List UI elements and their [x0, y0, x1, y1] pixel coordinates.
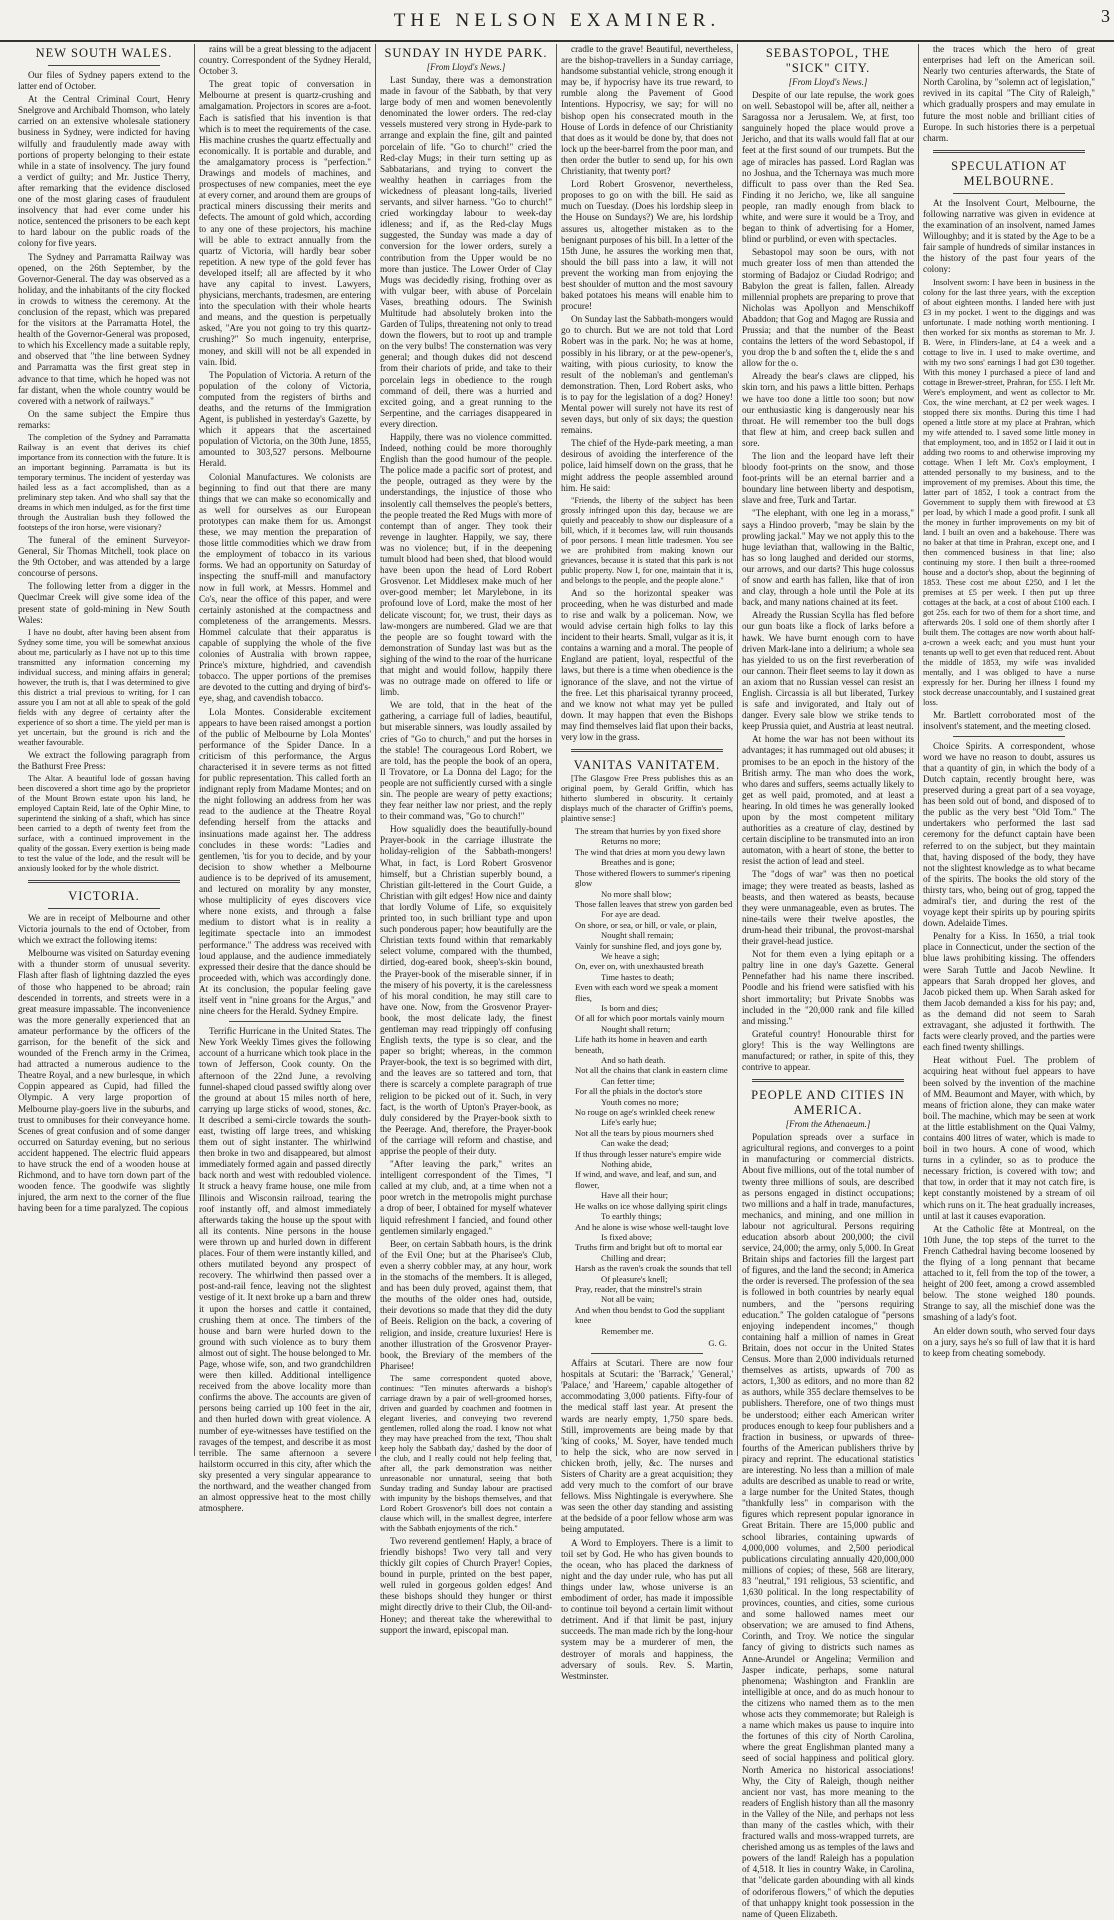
poem-line: Pray, reader, that the minstrel's strain: [575, 1283, 702, 1294]
article-paragraph: On Sunday last the Sabbath-mongers would go to church. But we are not told that Lord Robert was in the park. No; he was at home, possibly in his library, or at the pew-opener's, waiting, with pious curiosity, to know the result of the nobleman's and gentleman's demonstration. Then, Lord Robert asks, who is to pay for the legislation of a dog? Honey! Mental power will surely not have its rest of seven days, but only of six days; the question remains.: [561, 314, 733, 436]
poem-signature: G. G.: [708, 1337, 727, 1348]
article-paragraph: Lord Robert Grosvenor, nevertheless, proposes to go on with the bill. He said as much on Tuesday. (Does his lordship sleep in the House on Sundays?) We are, his lordship assures us, altogether mistaken as to the benignant purposes of his bill. In a letter of the 15th June, he assures the working men that, should the bill pass into a law, it will not prevent the working man from enjoying the best shoulder of mutton and the most savoury baked potatoes his means will enable him to procure!: [561, 179, 733, 312]
headline-people-and-cities: PEOPLE AND CITIES IN AMERICA.: [751, 1088, 905, 1118]
article-paragraph: The funeral of the eminent Surveyor-General, Sir Thomas Mitchell, took place on the 9th October, and was attended by a large concourse of persons.: [18, 535, 190, 579]
poem-line: The stream that hurries by yon fixed shore: [575, 826, 721, 837]
article-paragraph: The lion and the leopard have left their bloody foot-prints on the snow, and those foot-prints will be an eternal barrier and a boundary line between liberty and despotism, slave and free, Turk and Tartar.: [742, 451, 914, 506]
article-paragraph: Our files of Sydney papers extend to the latter end of October.: [18, 70, 190, 92]
article-quote: Insolvent sworn: I have been in business in the colony for the last three years, with the exception of about eighteen months. I landed here with just £3 in my pocket. I went to the diggings and was unfortunate. I made nothing worth mentioning. I then worked for six months as storeman to Mr. J. B. Were, in Flinders-lane, at £4 a week and a cottage to live in. I used to make overtime, and with my two sons' earnings I had got £30 together. With this money I purchased a piece of land and cottage in Brewer-street, Prahran, for £55. I left Mr. Were's employment, and went as collector to Mr. Cox, the wine merchant, at £2 per week wages. I stopped there six months. During this time I had opened a little store at my place at Prahran, which my wife attended to. I saved some little money in that employment, too, and in 1852 or I laid it out in adding two rooms to and otherwise improving my cottage. When I left Mr. Cox's employment, I attended personally to my business, and to the improvement of my premises. About this time, the latter part of 1852, I took a contract from the Government to supply them with firewood at £3 per load, by which I made a good profit. I sunk all the money in further improvements on my bit of land. I built an oven and a bakehouse. There was no baker at that time in Prahran, except one, and I then commenced business in that line; also continuing my store. I then built a three-roomed house and a doctor's shop, about the beginning of 1853. These cost me about £250, and I let the premises at £5 per week. I then put up three cottages at the back, at a cost of about £100 each. I got 25s. each for two of them for a short time, and afterwards 20s. I sold one of them shortly after I built them. The cottages are now worth about half-a-crown a week each; and you must hunt your tenants up well to get even that reduced rent. About the middle of 1853, my wife was invalided mentally, and I was obliged to have a nurse expressly for her. During her illness I found my stock decrease unaccountably, and I sustained great loss.: [923, 277, 1095, 707]
poem-line: Is fixed above;: [601, 1231, 653, 1242]
article-paragraph: Choice Spirits. A correspondent, whose word we have no reason to doubt, assures us that a quantity of gin, in which the body of a Dutch captain, recently brought here, was preserved during a great part of a sea voyage, has been sold out of bond, and disposed of to the public as the very best "Old Tom." The undertakers who performed the last sad ceremony for the defunct captain have been referred to on the subject, but they maintain that, having disposed of the body, they have not the slightest knowledge as to what became of the spirits. The books the old story of the thirsty tars, who, being out of grog, tapped the admiral's tier, and during the rest of the voyage kept their spirits up by pouring spirits down. Adelaide Times.: [923, 740, 1095, 929]
source-credit: [From Lloyd's News.]: [788, 77, 868, 87]
article-paragraph: The chief of the Hyde-park meeting, a man desirous of avoiding the interference of the police, laid himself down on the grass, that he might address the people assembled around him. He said:: [561, 438, 733, 493]
poem-line: Returns no more;: [601, 836, 661, 847]
poem-line: If wind, and wave, and leaf, and sun, and flower,: [575, 1169, 717, 1190]
poem-line: No rouge on age's wrinkled cheek renew: [575, 1107, 715, 1118]
article-quote: The same correspondent quoted above, continues: "Ten minutes afterwards a bishop's carriage drawn by a pair of well-groomed horses, driven and guarded by coachmen and footmen in elegant liveries, and conveying two reverend gentlemen, rolled along the road. I know not what they may have preached from the text, 'Thou shalt keep holy the Sabbath day,' dashed by the door of the club, and I really could not help feeling that, after all, the park demonstration was neither unreasonable nor unnatural, seeing that both Sunday trading and Sunday labour are practised with impunity by the bishops themselves, and that Lord Robert Grosvenor's bill does not contain a clause which will, in the smallest degree, interfere with the Sabbath enjoyments of the rich.": [380, 1373, 552, 1533]
article-paragraph: "The elephant, with one leg in a morass," says a Hindoo proverb, "may be slain by the prowling jackal." May we not apply this to the huge leviathan that, wallowing in the Baltic, has so long laughed and derided our storms, our arrows, and our darts? This huge colossus of snow and earth has fallen, like that of iron and clay, through a hole until the Pole at its back, and many nations chained at its feet.: [742, 508, 914, 608]
poem-line: Life hath its home in heaven and earth beneath,: [575, 1034, 707, 1055]
poem-line: On, ever on, with unexhausted breath: [575, 961, 704, 972]
article-paragraph: Terrific Hurricane in the United States. The New York Weekly Times gives the following account of a hurricane which took place in the town of Jefferson, Cook county. On the afternoon of the 22nd June, a revolving funnel-shaped cloud passed swiftly along over the ground at about 15 miles north of here, carrying up large sticks of wood, stones, &c. It described a semi-circle towards the south-east, twisting off large trees, and whisking them out of sight instanter. The whirlwind then broke in two and disappeared, but almost immediately formed again and passed directly back north and west with redoubled violence. It struck a heavy frame house, one mile from Illinois and Wisconsin railroad, tearing the roof instantly off, and almost immediately afterwards taking the house up the spout with all its contents. Nine persons in the house were thrown up and hurled down in different places. Four of them were instantly killed, and others mutilated beyond any prospect of recovery. The whirlwind then passed over a post-and-rail fence, leaving not the slightest vestige of it. It next broke up a barn and threw it upon the horses and cattle it contained, crushing them at once. The timbers of the house and barn were hurled down to the ground with such violence as to bury them almost out of sight. The house belonged to Mr. Page, whose wife, son, and two grandchildren were then killed. Additional intelligence received from the above locality more than confirms the above. The accounts are given of persons being carried up 100 feet in the air, and then hurled down with great violence. A number of eye-witnesses have testified on the ravages of the tempest, and describe it as most terrible. The same afternoon a severe hailstorm occurred in this city, after which the sky presented a very singular appearance to the northward, and the weather changed from an almost oppressive heat to the most chilly atmosphere.: [199, 1026, 371, 1514]
headline-speculation-at-melbourne: SPECULATION AT MELBOURNE.: [951, 158, 1067, 188]
poem-line: Can fetter time;: [601, 1075, 655, 1086]
article-quote: The completion of the Sydney and Parramatta Railway is an event that derives its chief importance from its connection with the future. It is an important beginning. Parramatta is but its temporary terminus. The incident of yesterday was hailed less as a fact accomplished, than as a preliminary step taken. And who shall say that the dreams in which men indulged, as for the first time through the Australian bush they followed the footsteps of the iron horse, were visionary?: [18, 433, 190, 532]
poem-line: We heave a sigh;: [601, 950, 660, 961]
poem-line: To earthly things;: [601, 1211, 662, 1222]
article-paragraph: The Population of Victoria. A return of the population of the colony of Victoria, computed from the registers of births and deaths, and the returns of the Immigration Agent, is published in yesterday's Gazette, by which it appears that the ascertained population of Victoria, on the 30th June, 1855, amounted to 303,527 persons. Melbourne Herald.: [199, 369, 371, 469]
article-paragraph: A Word to Employers. There is a limit to toil set by God. He who has given bounds to the ocean, who has placed the darkness of night and the day under rule, who has put all things under law, whose universe is an embodiment of order, has made it impossible to continue toil beyond a certain limit without detriment. And if that limit be past, injury succeeds. The man made rich by the long-hour system may be a murderer of men, the destroyer of morals and happiness, the adversary of souls. Rev. S. Martin, Westminster.: [561, 1537, 733, 1681]
headline-sunday-in-hyde-park: SUNDAY IN HYDE PARK.: [384, 46, 548, 60]
article-paragraph: Colonial Manufactures. We colonists are beginning to find out that there are many things that we can make so economically and as well for ourselves as our European prototypes can make them for us. Amongst these, we may mention the preparation of those little commodities which we draw from the employment of tobacco in its various forms. We had an opportunity on Saturday of inspecting the snuff-mill and manufactory now in full work, at Messrs. Hommel and Co's, near the office of this paper, and were certainly astonished at the compactness and completeness of the arrangements. Messrs. Hommel calculate that their apparatus is capable of supplying the whole of the five colonies of Australia with brown rappee, Prince's mixture, highdried, and cavendish tobacco. The upper portions of the premises are devoted to the cutting and drying of bird's-eye, shag, and cavendish tobacco.: [199, 471, 371, 704]
article-paragraph: Grateful country! Honourable thirst for glory! This is the way Wellingtons are manufactured; or rather, in spite of this, they contrive to appear.: [742, 1028, 914, 1073]
poem-line: Even with each word we speak a moment flies,: [575, 982, 718, 1003]
headline-victoria: VICTORIA.: [68, 888, 140, 903]
poem-line: Nothing abide,: [601, 1159, 653, 1170]
article-paragraph: Affairs at Scutari. There are now four hospitals at Scutari: the 'Barrack,' 'General,' 'Palace,' and 'Hareem,' capable altogether of accommodating 3,000 patients. Fifty-four of the medical staff last year. At present the wards are nearly empty, 1,750 spare beds. Still, improvements are being made by that 'king of cooks,' M. Soyer, have tended much to help the sick, who are now served in chicken broth, jelly, &c. The nurses and Sisters of Charity are a great acquisition; they add very much to the comfort of our brave fellows. Miss Nightingale is everywhere. She was seen the other day standing and assisting at the bedside of a poor fellow whose arm was being amputated.: [561, 1358, 733, 1535]
article-paragraph: Population spreads over a surface in agricultural regions, and converges to a point in manufacturing or commercial districts. About five millions, out of the total number of twenty three millions of souls, are described as persons engaged in distinct occupations; two millions and a half in trade, manufactures, mechanics, and mining, and one million in labour not agricultural. Persons requiring education absorb about 200,000; the civil service, 24,000; the army, only 5,000. In Great Britain ships and factories fill the largest part of figures, and the land the second; in America the order is reversed. The profession of the sea is followed in both countries by nearly equal numbers, and the "persons requiring education." The golden catalogue of "persons enjoying independent incomes," though containing half a million of names in Great Britain, does not occur in the United States Census. More than 2,000 individuals returned themselves as artists, upwards of 700 as actors, 1,300 as editors, and no more than 82 as authors, while 355 declare themselves to be publishers. Therefore, one of two things must be understood; either each American writer produces enough to keep four publishers and a fraction in business, or upwards of three-fourths of the American publishers thrive by piracy and reprint. The educational statistics are interesting. No less than a million of male adults are described as unable to read or write, a large number for the United States, though "thankfully less" in comparison with the figures which represent popular ignorance in Great Britain. There are 15,000 public and school libraries, containing upwards of 4,000,000 volumes, and 2,500 periodical publications circulating annually 420,000,000 millions of copies; of these, 568 are literary, 83 "neutral," 191 religious, 53 scientific, and 1,630 political. In the long respectability of provinces, counties, and cities, some curious and some hallowed names meet our observation; we are amused to find Athens, Corinth, and Troy. We notice the singular fancy of giving to districts such names as Anne-Arundel or Angelina; Vermilion and Jasper indicate, perhaps, some natural phenomena; Washington and Franklin are intelligible at once, and do as much honour to the citizens who named them as to the men whose acts they commemorate; but Raleigh is a name which makes us pause to inquire into the fortunes of this city of North Carolina, where the great Englishman planted many a seed of social happiness and political glory. North America no historical associations! Why, the City of Raleigh, though neither ancient nor vast, has more meaning to the readers of English history than all the masonry in the Valley of the Nile, and perhaps not less than many of the castles which, with their fractured walls and moss-wrapped turrets, are cherished among us as temples of the laws and powers of the land! Raleigh has a population of 4,518. It lies in country Wake, in Carolina, that "delicate garden abounding with all kinds of odoriferous flowers," of which the deputies of that unhappy knight took possession in the name of Queen Elizabeth.: [742, 1132, 914, 1919]
article-paragraph: We are told, that in the heat of the gathering, a carriage full of ladies, beautiful, but miserable sinners, was loudly assailed by cries of "Go to church," and put the horses in the stable! The courageous Lord Robert, we are told, has the people the book of an opera, Il Trovatore, or La Donna del Lago; for the people are not sufficiently cursed with a single sin. The people are weary of petty exactions; they fear neither law nor priest, and the reply to their command was, "Go to church!": [380, 700, 552, 822]
poem-line: On shore, or sea, or hill, or vale, or plain,: [575, 919, 717, 930]
poem-line: Have all their hour;: [601, 1190, 669, 1201]
poem-line: Of all for which poor mortals vainly mourn: [575, 1013, 725, 1024]
article-quote: "Friends, the liberty of the subject has been grossly infringed upon this day, because we are quietly and peaceably to show our displeasure of a bill, which, if it becomes law, will ruin thousands of poor persons. I mean little tradesmen. You see we are prohibited from making known our grievances, because it is stated that this park is not public property. Now I, for one, maintain that it is, and belongs to the people, and the people alone.": [561, 495, 733, 585]
source-credit: [From Lloyd's News.]: [426, 62, 506, 72]
article-quote: The Altar. A beautiful lode of gossan having been discovered a short time ago by the proprietor of the Mount Brown estate upon his land, he employed Captain Reid, late of the Ophir Mine, to superintend the sinking of a shaft, which has since been carried to a depth of twenty feet from the surface, with a continued improvement in the quality of the gossan. Every exertion is being made to test the value of the lode, and the result will be anxiously looked for by the whole district.: [18, 773, 190, 873]
article-paragraph: Already the Russian Scylla has fled before our gun boats like a flock of larks before a hawk. We have burnt enough corn to have driven Mark-lane into a delirium; a whole sea has yielded to us on the first reverberation of our cannon. Their fleet seems to lay it down as an axiom that no Russian vessel can resist an English. Circassia is all but liberated, Turkey is safe and invigorated, and Italy out of danger. Every sale blow we strike tends to keep Prussia quiet, and Austria at least neutral.: [742, 610, 914, 732]
article-paragraph: Heat without Fuel. The problem of acquiring heat without fuel appears to have been solved by the invention of the machine of MM. Beaumont and Mayer, with which, by means of friction alone, they can make water boil. The machine, which may be seen at work at the little establishment on the Quai Valmy, contains 400 litres of water, which is made to boil in two hours. A cone of wood, which turns in a cylinder, so as to produce the necessary friction, is covered with tow; and that tow, in order that it may not catch fire, is kept constantly moistened by a stream of oil which runs on it. The heat gradually increases, until at last it causes evaporation.: [923, 1055, 1095, 1221]
poem-line: Of pleasure's knell;: [601, 1273, 668, 1284]
poem-line: And when thou bendst to God the suppliant knee: [575, 1304, 725, 1326]
article-paragraph: How squalidly does the beautifully-bound Prayer-book in the carriage illustrate the holiday-religion of the Sabbath-mongers! What, in fact, is Lord Robert Grosvenor himself, but a Christian superbly bound, a Christian gilt-lettered in the Court Guide, a Christian with gilt edges! How nice and dainty that lordly Volume of Life, so exquisitely printed too, in such brilliant type and upon such ponderous paper; how beautifully are the Christian texts found within that remarkably select volume, compared with the thumbed, dirtied, dog-eared book, sheep's-skin bound, the Prayer-book of the miserable sinner, if in the misery of his poverty, it is the carelessness of his moral condition, he may still care to have one. Now, from the Grosvenor Prayer-book, the most delicate lady, the finest gentleman may read trippingly off confusing English texts, the type is so clear, and the paper so bright; whereas, in the common Prayer-book, the text is so begrimed with dirt, and the leaves are so tattered and torn, that there is scarcely a complete paragraph of true religion to be picked out of it. Such, in very fact, is the worth of Upton's Prayer-book, as duly considered by the Prayer-book sixth to the Peerage. And, therefore, the Prayer-book of the carriage will reform and chastise, and apprise the people of their duty.: [380, 824, 552, 1156]
article-paragraph: Mr. Bartlett corroborated most of the insolvent's statement, and the meeting closed.: [923, 709, 1095, 731]
article-paragraph: We extract the following paragraph from the Bathurst Free Press:: [18, 749, 190, 771]
poem-line: If thus through lesser nature's empire wide: [575, 1148, 722, 1159]
poem-line: Nought shall remain;: [601, 930, 674, 941]
article-paragraph: On the same subject the Empire thus remarks:: [18, 408, 190, 430]
article-paragraph: Lola Montes. Considerable excitement appears to have been raised amongst a portion of the public of Melbourne by Lola Montes' performance of the Spider Dance. In a criticism of this performance, the Argus characterised it in severe terms as not fitted for public representation. This called forth an indignant reply from Madame Montes; and on the night following an address from her was read to the audience at the Theatre Royal defending herself from the attacks and insinuations made against her. The address concludes in these words: "Ladies and gentlemen, 'tis for you to decide, and by your decision to show whether a Melbourne audience is to be deprived of its amusement, and lectured on morality by any monster, whose multiplicity of eyes discovers vice where none exists, and through a false medium to distort what is in reality a legitimate spectacle into an immodest performance." The address was received with loud applause, and the audience immediately expressed their desire that the dance should be proceeded with, which was accordingly done. At its conclusion, the popular feeling gave itself vent in "nine groans for the Argus," and nine cheers for the Herald. Sydney Empire.: [199, 706, 371, 1017]
poem-line: He walks on ice whose dallying spirit clings: [575, 1200, 728, 1211]
poem-line: Truths firm and bright but oft to mortal ear: [575, 1242, 723, 1253]
poem-line: And so hath death.: [601, 1055, 666, 1065]
poem-line: Those withered flowers to summer's ripening glow: [575, 867, 731, 889]
poem-line: Youth comes no more;: [601, 1096, 679, 1107]
poem-line: Harsh as the raven's croak the sounds that tell: [575, 1263, 732, 1274]
article-paragraph: Already the bear's claws are clipped, his skin torn, and his paws a little bitten. Perhaps we have too done a little too soon; but now our enthusiastic king is dangerously near his throat. He will remember too the bull dogs that flew at him, and creep back sullen and sore.: [742, 371, 914, 448]
newspaper-title: THE NELSON EXAMINER.: [393, 10, 721, 31]
poem-line: And he alone is wise whose well-taught love: [575, 1221, 729, 1232]
article-paragraph: Happily, there was no violence committed. Indeed, nothing could be more thoroughly English than the good humour of the people. The police made a pacific sort of protest, and the people, outraged as they were by the understandings, the injustice of those who insolently call themselves the people's betters, the people treated the Red Mugs with more of contempt than of anger. They took their revenge in laughter. Happily, we say, there was no violence; but, if in the deepening tumult blood had been shed, that blood would have been upon the head of Lord Robert Grosvenor. Let Middlesex make much of her over-good member; let Marylebone, in its profound love of Lord, make the most of her delicate viscount; for, we trust, their days as law-mongers are numbered. Glad we are that the people are so fought toward with the demonstration of Sunday last was but as the sighing of the wind to the roar of the hurricane that might and would follow, happily there was no outrage made on offered to life or limb.: [380, 432, 552, 698]
headline-vanitas-vanitatem: VANITAS VANITATEM.: [573, 758, 721, 773]
article-paragraph: rains will be a great blessing to the adjacent country. Correspondent of the Sydney Herald, October 3.: [199, 44, 371, 77]
poem-line: Life's early hue;: [601, 1117, 657, 1128]
poem-line: Time hastes to death;: [601, 971, 674, 982]
article-paragraph: Penalty for a Kiss. In 1650, a trial took place in Connecticut, under the section of the blue laws prohibiting kissing. The offenders were Sarah Tuttle and Jacob Newline. It appears that Sarah dropped her gloves, and Jacob picked them up. When Sarah asked for them Jacob demanded a kiss for his pay; and, as the demand did not seem to Sarah extravagant, she adjusted it forthwith. The facts were clearly proved, and the parties were each fined twenty shillings.: [923, 931, 1095, 1053]
article-paragraph: The "dogs of war" was then no poetical image; they were treated as beasts, lashed as beasts, and then watered as beasts, because they were unmanageable, even as brutes. The nine-tails were their twelve apostles, the drum-head their tribunal, the provost-marshal their gravel-head justice.: [742, 869, 914, 947]
headline-new-south-wales: NEW SOUTH WALES.: [35, 46, 173, 60]
article-quote: I have no doubt, after having been absent from Sydney some time, you will be somewhat anxious about me, particularly as I have not up to this time transmitted any information concerning my individual success, and mining affairs in general; however, the truth is, that I was determined to give this district a trial previous to writing, for I can assure you I am not at all able to speak of the gold fields with any degree of certainty after the experience of so short a time. The yield per man is yet uncertain, but the ground is rich and the weather favourable.: [18, 627, 190, 747]
article-paragraph: The following letter from a digger in the Queclmar Creek will give some idea of the present state of gold-mining in New South Wales:: [18, 581, 190, 625]
article-paragraph: Last Sunday, there was a demonstration made in favour of the Sabbath, by that very large body of men and women benevolently denominated the lower orders. The red-clay vessels mustered very strong in Hyde-park to arrange and explain the fine, gilt and painted porcelain of life. "Go to church!" cried the Red-clay Mugs; in their turn setting up as Sabbatarians, and trying to convert the wealthy heathen in carriages from the wickedness of pleasant long-tails, liveried servants, and silver harness. "Go to church!" cried workingday labour to week-day idleness; and if, as the Red-clay Mugs suggested, the Sunday was made a day of conversion for the lower orders, surely a contribution from the Upper would be no more than justice. The Lower Order of Clay Mugs was decidedly rising, frothing over as with vulgar beer, with abuse of Porcelain Vases, breathing odours. The Swinish Multitude had absolutely broken into the Garden of Tulips, threatening not only to tread down the flowers, but to root up and trample on the very bulbs! The consternation was very general; and though dukes did not descend from their chariots of pride, and take to their porcelain legs in obedience to the rough command of deil, there was a hurried and excited going, and a great running to the Serpentine, and the carriages disappeared in every direction.: [380, 75, 552, 429]
article-paragraph: the traces which the hero of great enterprises had left on the American soil. Nearly two centuries afterwards, the State of North Carolina, by "solemn act of legislation," revived in its capital "The City of Raleigh," which gradually prospers and may emulate in future the most noble and brilliant cities of Europe. In such histories there is a perpetual charm.: [923, 44, 1095, 143]
poem-line: Can wake the dead;: [601, 1138, 669, 1149]
headline-sebastopol: SEBASTOPOL, THE "SICK" CITY.: [765, 46, 891, 75]
poem-line: Those fallen leaves that strew yon garden bed: [575, 898, 733, 909]
masthead: [0, 0, 1114, 42]
article-paragraph: "After leaving the park," writes an intelligent correspondent of the Times, "I called at my club, and, at a time when not a poor wretch in the metropolis might purchase a drop of beer, I obtained for myself whatever liquid refreshment I fancied, and found other gentlemen similarly engaged.": [380, 1159, 552, 1236]
poem-line: Nought shall return;: [601, 1023, 671, 1034]
article-paragraph: At home the war has not been without its advantages; it has rummaged out old abuses; it promises to be an epoch in the history of the British army. The man who does the work, who dares and suffers, seems actually likely to get as well paid, promoted, and at least a hearing. In old times he was generally looked upon by the most competent military authorities as a creature of clay, destined by certain discipline to be transmuted into an iron automaton, with a heart of stone, the better to resist the action of lead and steel.: [742, 734, 914, 867]
article-paragraph: Sebastopol may soon be ours, with not much greater loss of men than attended the storming of Badajoz or Ciudad Rodrigo; and Babylon the great is fallen, fallen. Already millennial prophets are preparing to prove that Nicholas was Apollyon and Menschikoff Abaddon; that Gog and Magog are Russia and Prussia; and that the number of the Beast contains the letters of the word Sebastopol, if you drop the b and soften the t, elide the s and allow for the o.: [742, 247, 914, 369]
article-paragraph: And so the horizontal speaker was proceeding, when he was disturbed and made to rise and walk by a policeman. Now, we would advise certain high folks to lay this incident to their hearts. Small, vulgar as it is, it contains a warning and a moral. The people of England are patient, loyal, respectful of the laws, but there is a time when obedience is the ignorance of the slave, and not the virtue of the free. Let this pharisaical tyranny proceed, and we know not what may yet be pulled down. It may happen that even the Bishops may find themselves laid flat upon their backs, very low in the grass.: [561, 587, 733, 742]
article-paragraph: We are in receipt of Melbourne and other Victoria journals to the end of October, from which we extract the following items:: [18, 912, 190, 946]
poem-line: No more shall blow;: [601, 888, 672, 899]
source-credit: [From the Athenaeum.]: [785, 1119, 871, 1130]
article-paragraph: Beer, on certain Sabbath hours, is the drink of the Evil One; but at the Pharisee's Club, even a sherry cobbler may, at any hour, work in the stomachs of the members. It is alleged, and has been duly proved, against them, that the mouths of the older ones had, outside, their devotions so made that they did the duty of Beeis. Religion on the back, a covering of religion, and inside, creature luxuries! Here is another illustration of the Grosvenor Prayer-book, the Breviary of the members of the Pharisee!: [380, 1238, 552, 1371]
poem-line: For aye are dead.: [601, 909, 661, 920]
poem-line: Not all the tears by pious mourners shed: [575, 1127, 714, 1138]
poem-line: Breathes and is gone;: [601, 857, 675, 868]
poem-line: For all the phials in the doctor's store: [575, 1086, 703, 1097]
article-paragraph: cradle to the grave! Beautiful, nevertheless, are the bishop-travellers in a Sunday carriage, handsome substantial vehicle, strong enough it may be, if hypocrisy have its true reward, to rumble along the Pavement of Good Intentions. Hypocrisy, we say; for will no bishop open his consecrated mouth in the House of Lords in defence of our Christianity that does as it would be done by, that does not lock up the beer-barrel from the poor man, and then order the butler to send up, for his own Christianity, that twenty port?: [561, 44, 734, 177]
article-paragraph: The Sydney and Parramatta Railway was opened, on the 26th September, by the Governor-General. The day was observed as a holiday, and the inhabitants of the city flocked in crowds to witness the ceremony. At the conclusion of the repast, which was prepared for the visitors at the Parramatta Hotel, the health of the Governor-General was proposed, to which his Excellency made a suitable reply, and observed that "the line between Sydney and Parramatta was the first great step in advance to that time, which he hoped was not far distant, when the whole country would be covered with a network of railways.": [18, 251, 190, 406]
poem-intro: [The Glasgow Free Press publishes this as an original poem, by Gerald Griffin, which has hitherto slumbered in obscurity. It certainly displays much of the character of Griffin's poems, plaintive sense:]: [561, 774, 733, 824]
article-paragraph: Melbourne was visited on Saturday evening with a thunder storm of unusual severity. Flash after flash of lightning dazzled the eyes of those who happened to be abroad; rain descended in torrents, and streets were in a great measure impassable. The inconvenience was the more generally experienced that an amateur performance by the officers of the garrison, for the benefit of the sick and wounded of the French army in the Crimea, had attracted a numerous audience to the Theatre Royal, and a new burlesque, in which Coppin appeared as Cupid, had filled the Olympic. A very large proportion of Melbourne play-goers live in the suburbs, and trust to omnibuses for their conveyance home. Scenes of great confusion and of some danger occurred on Saturday evening, but no serious accident happened. The electric fluid appears to have struck the end of a wooden house at Richmond, and to have torn down part of the wooden fence. The goodwife was slightly injured, the arm next to the corner of the flue having been for a time paralyzed. The copious: [18, 948, 190, 1214]
poem-line: Not all be vain;: [601, 1294, 655, 1305]
poem-line: Remember me.: [601, 1325, 654, 1336]
poem-line: Vainly for sunshine fled, and joys gone by,: [575, 940, 722, 951]
article-paragraph: Despite of our late repulse, the work goes on well. Sebastopol will be, after all, neither a Saragossa nor a Jerusalem. We, at first, too sanguinely hoped the place would prove a Jericho, and that its walls would fall flat at our feet at the first sound of our trumpets. But the age of miracles has passed. Lord Raglan was no Joshua, and the Tchernaya was much more difficult to pass over than the Red Sea. Finding it no Jericho, we, like all sanguine people, ran madly enough from black to white, and were sure it would be a Troy, and began to think of advertising for a Homer, blind or purblind, or even with spectacles.: [742, 90, 914, 245]
poem-line: Chilling and drear;: [601, 1252, 666, 1263]
poem-line: The wind that dries at morn you dewy lawn: [575, 846, 725, 857]
article-paragraph: Two reverend gentlemen! Haply, a brace of friendly bishops! Two very tall and very thickly gilt copies of Church Prayer! Copies, bound in purple, printed on the best paper, well ruled in gorgeous golden edges! And these bishops should they hunger or thirst might directly drive to their Club, the Oil-and-Honey; and thereat take the wherewithal to support the inward, episcopal man.: [380, 1535, 552, 1635]
page-number: 3: [1101, 6, 1110, 26]
article-paragraph: At the Central Criminal Court, Henry Snelgrove and Archibald Thomson, who lately carried on an extensive wholesale stationery business in Sydney, were indicted for having wilfully and fraudulently made away with portions of property belonging to their estate while in a state of insolvency. The jury found a verdict of guilty; and Mr. Justice Therry, after remarking that the evidence disclosed one of the most glaring cases of fraudulent insolvency that had ever come under his notice, sentenced the prisoners to be each kept to hard labour on the public roads of the colony for five years.: [18, 94, 190, 249]
article-paragraph: Not for them even a lying epitaph or a paltry line in one day's Gazette. General Pennefather had his name there inscribed. Poodle and his friend were satisfied with his short immortality; but Private Snobbs was included in the "20,000 rank and file killed and missing.": [742, 949, 914, 1026]
article-paragraph: At the Insolvent Court, Melbourne, the following narrative was given in evidence at the examination of an insolvent, named James Willoughby; and it is stated by the Age to be a fair sample of hundreds of similar instances in the history of the past four years of the colony:: [923, 197, 1095, 275]
poem-line: Is born and dies;: [601, 1002, 659, 1013]
article-paragraph: An elder down south, who served four days on a jury, says he's so full of law that it is hard to keep from cheating somebody.: [923, 1325, 1095, 1358]
layout-override: [0, 44, 1114, 1460]
article-paragraph: At the Catholic fête at Montreal, on the 10th June, the top steps of the turret to the French Cathedral having become loosened by the flying of a long pennant that became attached to it, fell from the top of the tower, a height of 200 feet, among a crowd assembled below. The stone weighed 180 pounds. Strange to say, all the mischief done was the smashing of a lady's foot.: [923, 1223, 1095, 1323]
poem-line: Not all the chains that clank in eastern clime: [575, 1065, 728, 1076]
article-paragraph: The great topic of conversation in Melbourne at present is quartz-crushing and amalgamation. Projectors in scores are a-foot. Each is satisfied that his invention is that which is to meet the requirements of the case. His machine crushes the quartz effectually and economically. It is portable and durable, and the amalgamatory process is "perfection." Drawings and models of machines, and prospectuses of new companies, meet the eye at every corner, and around them are groups of practical miners discussing their merits and defects. The amount of gold which, according to any one of these projectors, his machine will be able to extract annually from the quartz of Victoria, will hardly bear sober repetition. A new type of the gold fever has developed itself; all are affected by it who have any capital to invest. Lawyers, physicians, merchants, tradesmen, are entering into the speculation with their whole hearts and means, and the question is perpetually asked, "Are you not going to try this quartz-crushing?" So much ingenuity, enterprise, money, and skill will not be all expended in vain. Ibid.: [199, 79, 371, 367]
